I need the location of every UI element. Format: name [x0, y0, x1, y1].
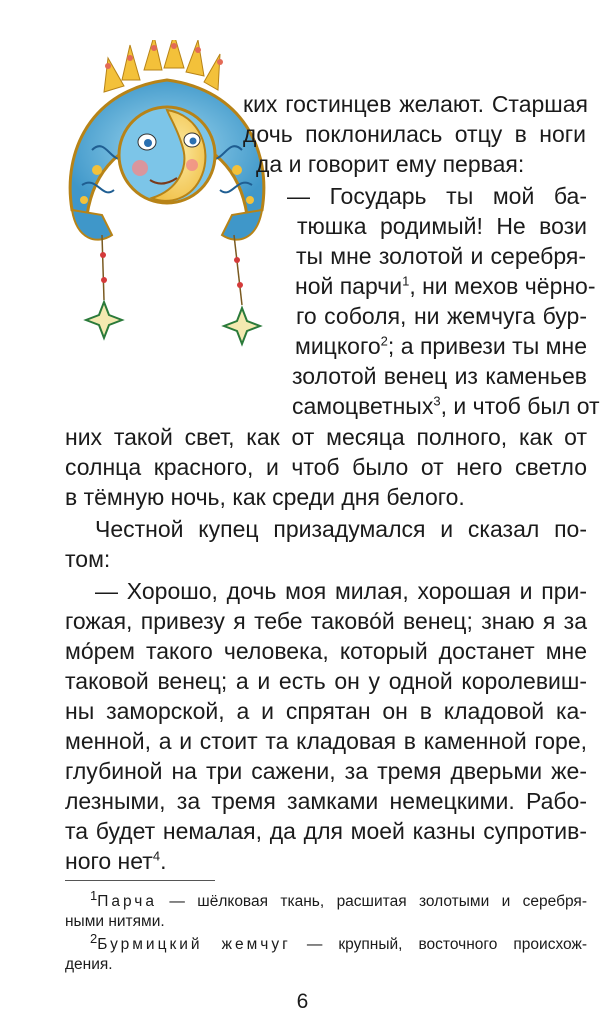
text-fragment: .	[160, 848, 167, 874]
text-line: ких гостинцев желают. Старшая	[243, 91, 588, 117]
footnote-line: дения.	[65, 956, 113, 973]
text-line: ты мне золотой и серебря-	[296, 243, 586, 269]
footnote-ref-2: 2	[380, 333, 388, 349]
text-line: ны заморской, а и спрятан он в кладовой ка-	[65, 698, 587, 724]
text-line: лезными, за тремя замками немецкими. Рабо-	[65, 788, 587, 814]
text-line: тюшка родимый! Не вози	[297, 213, 587, 239]
footnote-text: — крупный, восточного происхож-	[290, 936, 587, 953]
text-line: них такой свет, как от месяца полного, как от	[65, 424, 587, 450]
footnote-ref-3: 3	[433, 393, 441, 409]
text-line: таковой венец; а и есть он у одной королевиш-	[65, 668, 587, 694]
text-line: Честной купец призадумался и сказал по-	[95, 516, 587, 542]
footnote-ref-1: 1	[402, 273, 410, 289]
footnote-term: Бурмицкий жемчуг	[97, 936, 291, 953]
text-line: — Хорошо, дочь моя милая, хорошая и при-	[95, 578, 587, 604]
text-line: го соболя, ни жемчуга бур-	[296, 303, 587, 329]
text-line: том:	[65, 546, 111, 572]
text-fragment: мицкого	[295, 333, 381, 359]
text-line	[295, 331, 587, 361]
text-line: в тёмную ночь, как среди дня белого.	[65, 484, 465, 510]
footnote-term: Парча	[97, 893, 157, 910]
text-line: та будет немалая, да для моей казны супротив-	[65, 818, 587, 844]
footnote-line	[90, 887, 587, 912]
footnote-line: ными нитями.	[65, 913, 165, 930]
footnote-number: 1	[90, 887, 98, 903]
text-line: золотой венец из каменьев	[292, 363, 587, 389]
text-line: глубиной на три сажени, за тремя дверьми же-	[65, 758, 587, 784]
footnote-number: 2	[90, 930, 98, 946]
text-line: дочь поклонилась отцу в ноги	[243, 121, 586, 147]
text-fragment: , ни мехов чёрно-	[409, 273, 596, 299]
text-line: солнца красного, и чтоб было от него светло	[65, 454, 587, 480]
footnote-text: — шёлковая ткань, расшитая золотыми и серебря-	[156, 893, 587, 910]
text-line	[295, 271, 596, 301]
text-fragment: , и чтоб был от	[440, 393, 600, 419]
text-line	[292, 391, 600, 421]
text-fragment: ного нет	[65, 848, 153, 874]
text-fragment: ; а привези ты мне	[387, 333, 587, 359]
text-line: менной, а и стоит та кладовая в каменной горе,	[65, 728, 587, 754]
text-line: — Государь ты мой ба-	[287, 183, 587, 209]
footnote-ref-4: 4	[152, 848, 161, 864]
footnote-divider	[65, 880, 215, 881]
text-line: гожая, привезу я тебе таково́й венец; знаю я за	[65, 608, 587, 634]
text-fragment: самоцветных	[292, 393, 434, 419]
page-number: 6	[296, 990, 309, 1013]
text-line: да и говорит ему первая:	[256, 151, 525, 177]
text-line	[65, 846, 587, 876]
text-line: мо́рем такого человека, который достанет мне	[65, 638, 587, 664]
text-fragment: ной парчи	[295, 273, 403, 299]
footnote-line	[90, 930, 587, 955]
